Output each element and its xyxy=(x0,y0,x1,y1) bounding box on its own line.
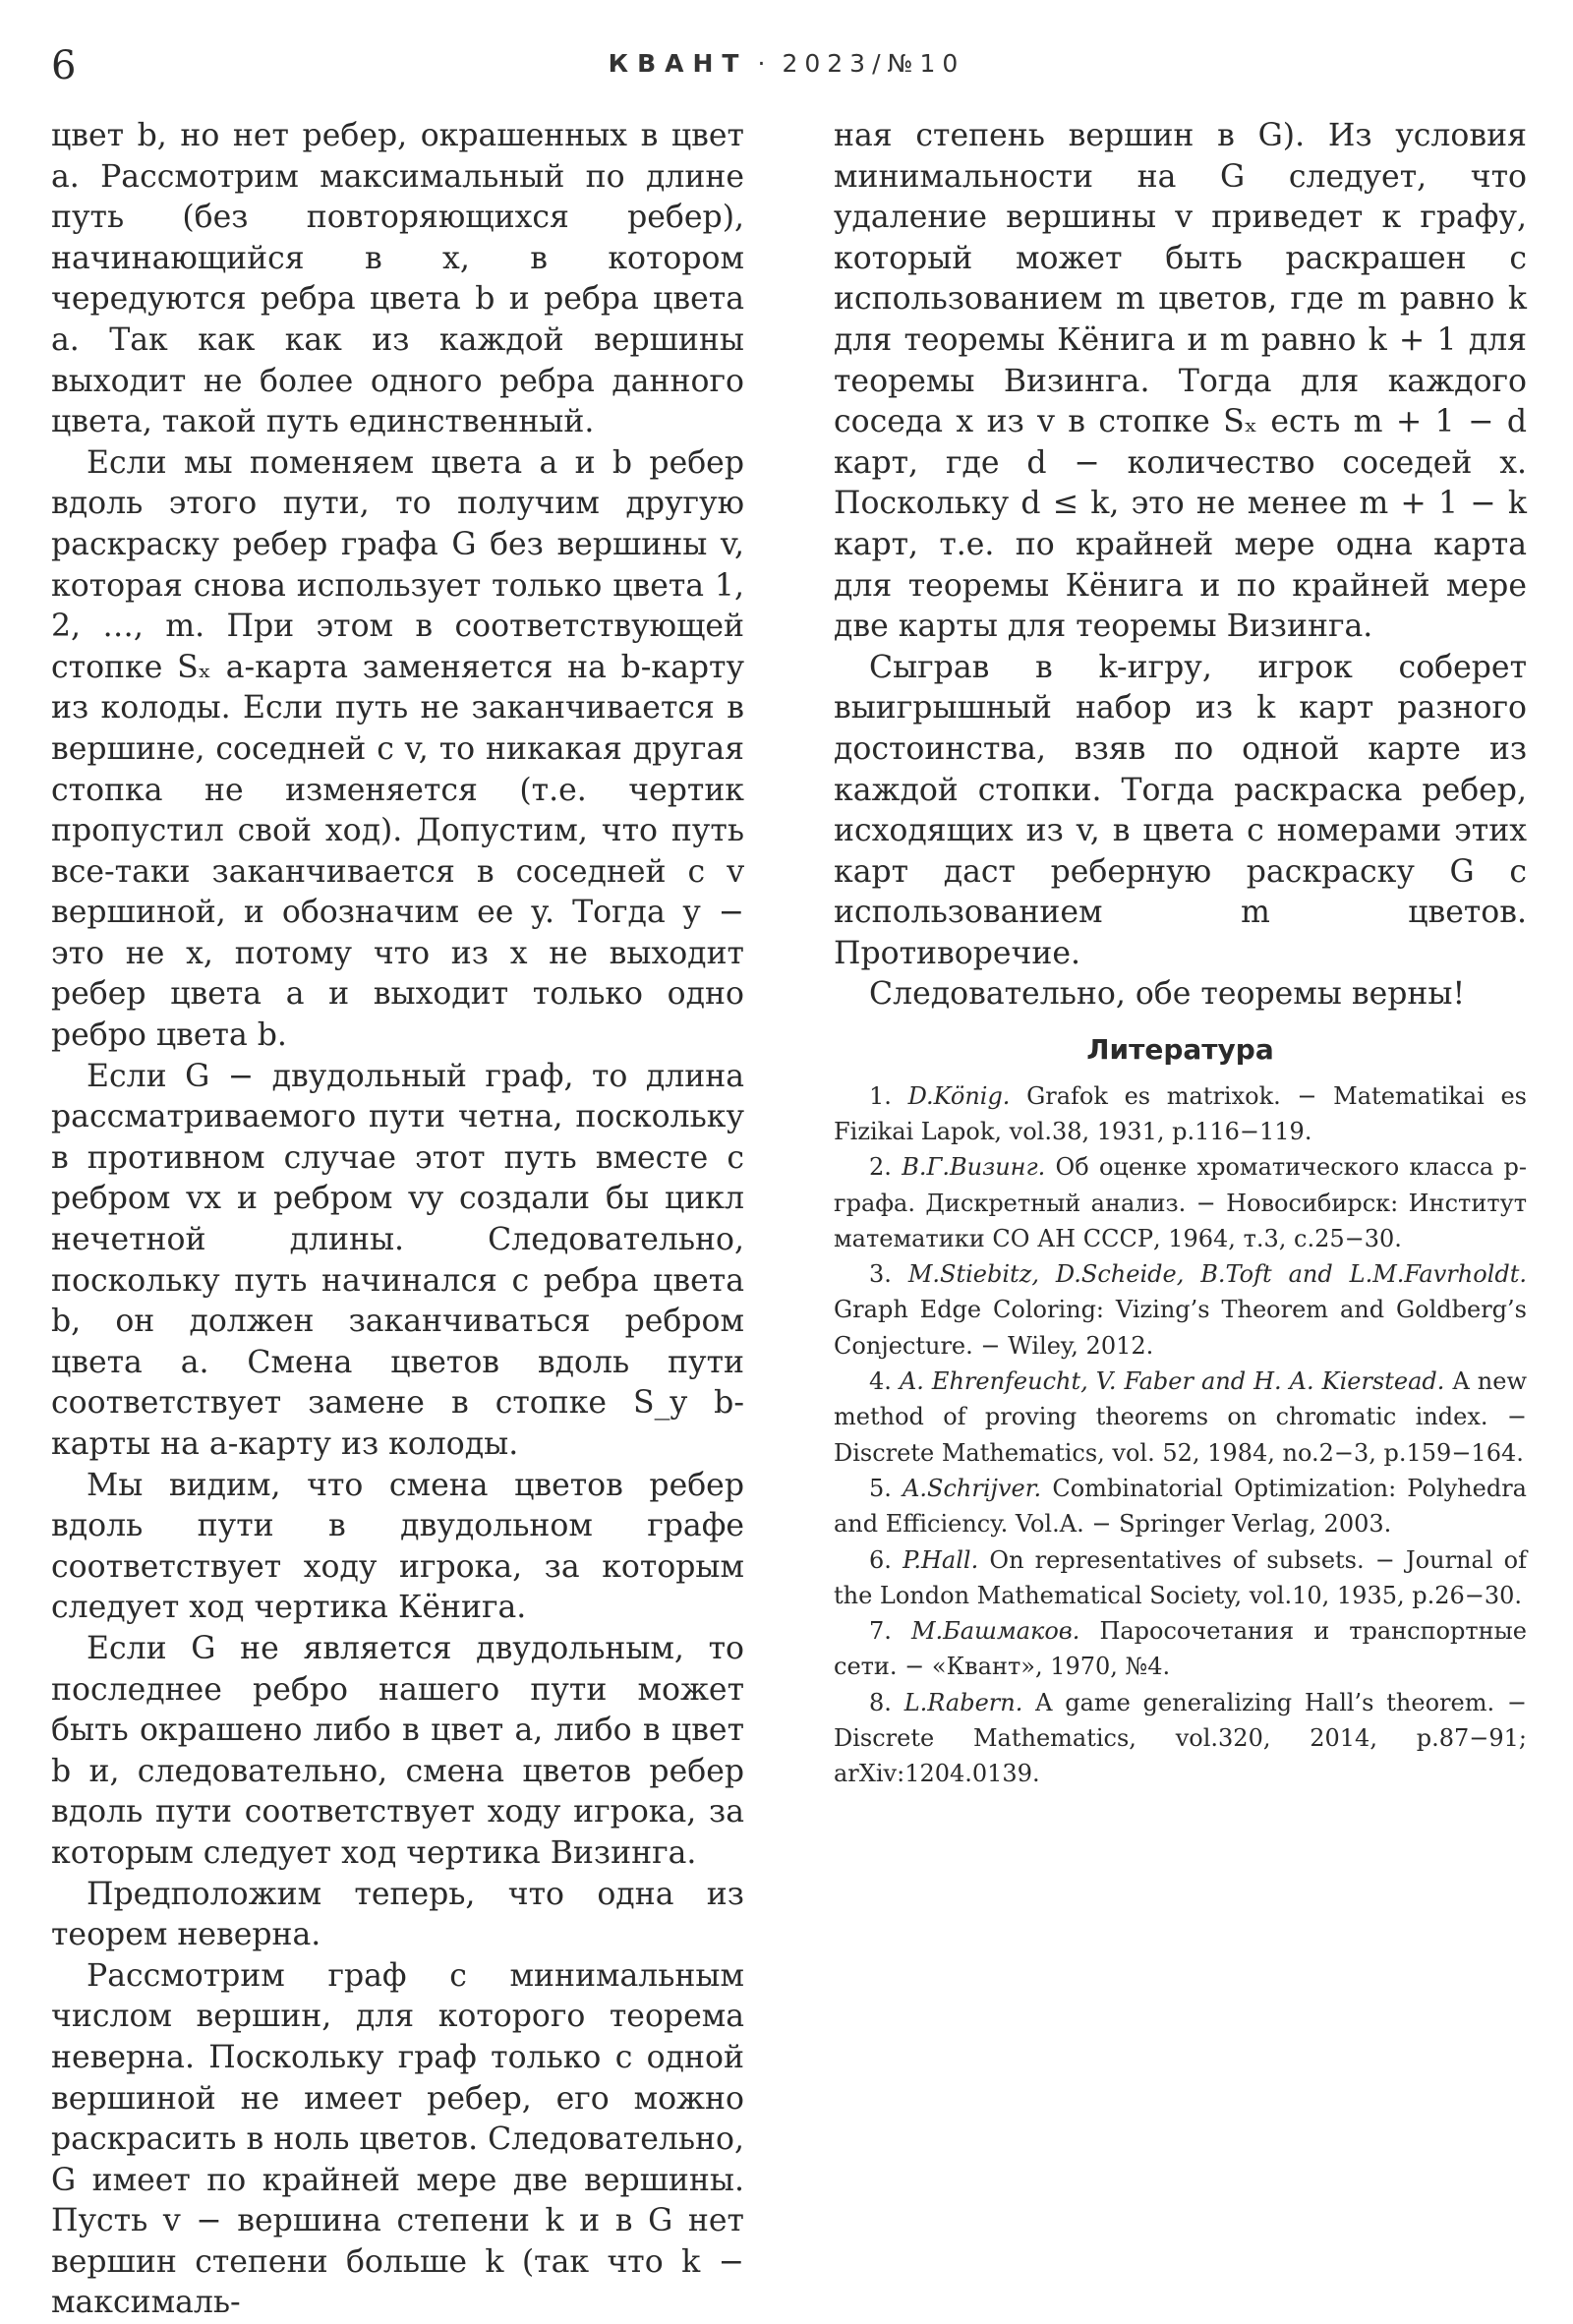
reference-authors: A.Schrijver. xyxy=(903,1474,1042,1502)
reference-item xyxy=(834,1613,1527,1685)
paragraph: Сыграв в k-игру, игрок соберет выигрышный набор из k карт разного достоинства, взяв по одной карте из каждой стопки. Тогда раскраска ребер, исходящих из v, в цвета с номерами этих карт даст реберную раскраску G с использованием m цветов. Противоречие. xyxy=(834,649,1527,971)
reference-authors: В.Г.Визинг. xyxy=(902,1153,1046,1182)
paragraph: Если G − двудольный граф, то длина рассматриваемого пути четна, поскольку в противном случае этот путь вместе с ребром vx и ребром vy создали бы цикл нечетной длины. Следовательно, поскольку путь начинался с ребра цвета b, он должен заканчиваться ребром цвета a. Смена цветов вдоль пути соответствует замене в стопке S_y b-карты на a-карту из колоды. xyxy=(51,1058,744,1462)
reference-number: 8. xyxy=(869,1688,892,1716)
page-number: 6 xyxy=(51,43,77,88)
reference-item xyxy=(834,1471,1527,1542)
reference-authors: P.Hall. xyxy=(903,1545,979,1574)
running-header xyxy=(0,49,1573,78)
reference-number: 6. xyxy=(869,1545,892,1574)
reference-number: 5. xyxy=(869,1474,892,1502)
literature-title: Литература xyxy=(1086,1033,1274,1067)
issue-number: 2023/№10 xyxy=(782,49,965,78)
reference-item xyxy=(834,1078,1527,1150)
paragraph: ная степень вершин в G). Из условия минимальности на G следует, что удаление вершины v приведет к графу, который может быть раскрашен с использованием m цветов, где m равно k для теоремы Кёнига и m равно k + 1 для теоремы Визинга. Тогда для каждого соседа x из v в стопке Sₓ есть m + 1 − d карт, где d − количество соседей x. Поскольку d ≤ k, это не менее m + 1 − k карт, т.е. по крайней мере одна карта для теоремы Кёнига и по крайней мере две карты для теоремы Визинга. xyxy=(834,118,1527,645)
reference-text: Combinatorial Optimization: Polyhedra and Efficiency. Vol.A. − Springer Verlag, 2003. xyxy=(834,1474,1527,1539)
reference-number: 2. xyxy=(869,1153,892,1182)
reference-list xyxy=(834,1078,1527,1792)
reference-number: 1. xyxy=(869,1081,892,1110)
reference-item xyxy=(834,1685,1527,1792)
reference-item xyxy=(834,1149,1527,1256)
left-column xyxy=(51,116,744,2324)
paragraph: Если G не является двудольным, то последнее ребро нашего пути может быть окрашено либо в цвет a, либо в цвет b и, следовательно, смена цветов ребер вдоль пути соответствует ходу игрока, за которым следует ход чертика Визинга. xyxy=(51,1630,744,1871)
reference-text: Graph Edge Coloring: Vizing’s Theorem and Goldberg’s Conjecture. − Wiley, 2012. xyxy=(834,1296,1527,1360)
header-separator: · xyxy=(757,49,773,78)
reference-text: A game generalizing Hall’s theorem. − Discrete Mathematics, vol.320, 2014, p.87−91; arXiv:1204.0139. xyxy=(834,1688,1527,1788)
paragraph: цвет b, но нет ребер, окрашенных в цвет a. Рассмотрим максимальный по длине путь (без повторяющихся ребер), начинающийся в x, в котором чередуются ребра цвета b и ребра цвета a. Так как как из каждой вершины выходит не более одного ребра данного цвета, такой путь единственный. xyxy=(51,118,744,440)
reference-text: Об оценке хроматического класса p-графа. Дискретный анализ. − Новосибирск: Институт математики СО АН СССР, 1964, т.3, с.25−30. xyxy=(834,1153,1527,1252)
right-column xyxy=(834,116,1527,1792)
reference-text: On representatives of subsets. − Journal of the London Mathematical Society, vol.10, 1935, p.26−30. xyxy=(834,1545,1527,1609)
reference-item xyxy=(834,1256,1527,1364)
reference-number: 7. xyxy=(869,1617,892,1646)
paragraph: Следовательно, обе теоремы верны! xyxy=(869,976,1466,1013)
reference-authors: A. Ehrenfeucht, V. Faber and H. A. Kierstead. xyxy=(899,1367,1445,1396)
paragraph: Рассмотрим граф с минимальным числом вершин, для которого теорема неверна. Поскольку граф только с одной вершиной не имеет ребер, его можно раскрасить в ноль цветов. Следовательно, G имеет по крайней мере две вершины. Пусть v − вершина степени k и в G нет вершин степени больше k (так что k − максималь- xyxy=(51,1957,744,2321)
reference-item xyxy=(834,1542,1527,1614)
reference-text: A new method of proving theorems on chromatic index. − Discrete Mathematics, vol. 52, 1984, no.2−3, p.159−164. xyxy=(834,1367,1527,1467)
paragraph: Если мы поменяем цвета a и b ребер вдоль этого пути, то получим другую раскраску ребер графа G без вершины v, которая снова использует только цвета 1, 2, …, m. При этом в соответствующей стопке Sₓ a-карта заменяется на b-карту из колоды. Если путь не заканчивается в вершине, соседней с v, то никакая другая стопка не изменяется (т.е. чертик пропустил свой ход). Допустим, что путь все-таки заканчивается в соседней с v вершиной, и обозначим ее y. Тогда y − это не x, потому что из x не выходит ребер цвета a и выходит только одно ребро цвета b. xyxy=(51,444,744,1054)
reference-number: 3. xyxy=(869,1260,892,1289)
reference-text: Grafok es matrixok. − Matematikai es Fizikai Lapok, vol.38, 1931, p.116−119. xyxy=(834,1081,1527,1145)
reference-authors: M.Stiebitz, D.Scheide, B.Toft and L.M.Favrholdt. xyxy=(907,1260,1527,1289)
reference-authors: М.Башмаков. xyxy=(910,1617,1080,1646)
reference-item xyxy=(834,1364,1527,1471)
paragraph: Мы видим, что смена цветов ребер вдоль пути в двудольном графе соответствует ходу игрока, за которым следует ход чертика Кёнига. xyxy=(51,1467,744,1626)
reference-authors: D.König. xyxy=(907,1081,1011,1110)
magazine-title: КВАНТ xyxy=(608,49,748,78)
reference-number: 4. xyxy=(869,1367,892,1396)
paragraph: Предположим теперь, что одна из теорем неверна. xyxy=(51,1876,744,1953)
reference-text: Паросочетания и транспортные сети. − «Квант», 1970, №4. xyxy=(834,1617,1527,1681)
reference-authors: L.Rabern. xyxy=(903,1688,1023,1716)
